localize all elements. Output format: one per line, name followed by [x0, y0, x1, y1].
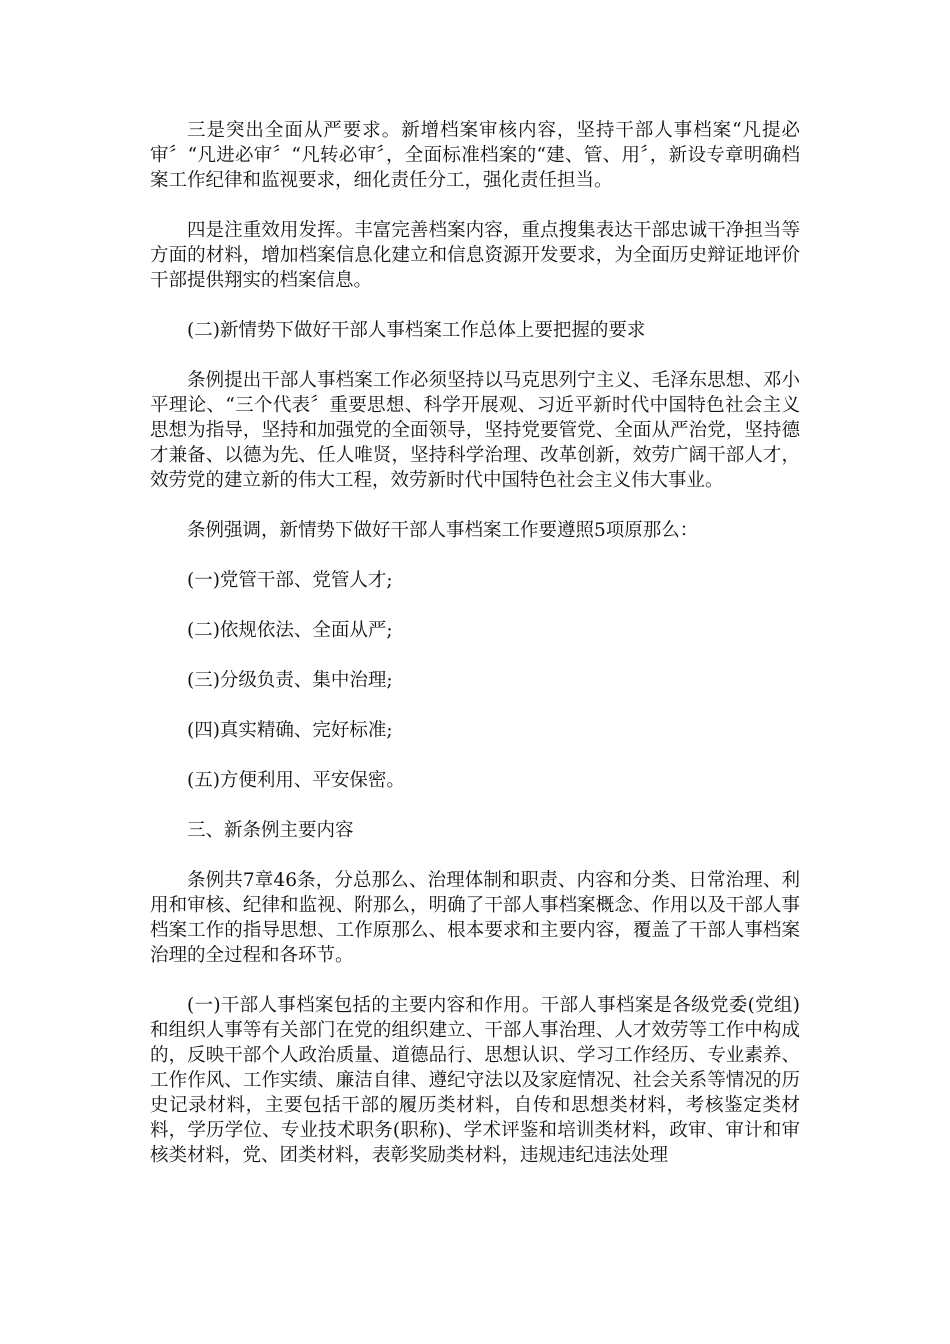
section-heading-overall-requirements: (二)新情势下做好干部人事档案工作总体上要把握的要求 — [187, 320, 646, 341]
paragraph-archive-content: (一)干部人事档案包括的主要内容和作用。干部人事档案是各级党委(党组)和组织人事等有关部门在党的组织建立、干部人事治理、人才效劳等工作中构成的，反映干部个人政治质量、道德品行、思想认识、学习工作经历、专业素养、工作作风、工作实绩、廉洁自律、遵纪守法以及家庭情况、社会关系等情况的历史记录材料，主要包括干部的履历类材料，自传和思想类材料，考核鉴定类材料，学历学位、专业技术职务(职称)、学术评鉴和培训类材料，政审、审计和审核类材料，党、团类材料，表彰奖励类材料，违规违纪违法处理 — [150, 995, 800, 1166]
principle-item-2: (二)依规依法、全面从严; — [187, 620, 393, 641]
principle-item-5: (五)方便利用、平安保密。 — [187, 770, 405, 791]
principle-item-1: (一)党管干部、党管人才; — [187, 570, 393, 591]
document-page — [150, 118, 800, 1193]
paragraph-strict-requirements: 三是突出全面从严要求。新增档案审核内容，坚持干部人事档案“凡提必审〞“凡进必审〞“凡转必审〞，全面标准档案的“建、管、用〞，新设专章明确档案工作纪律和监视要求，细化责任分工，强化责任担当。 — [150, 120, 800, 191]
principle-item-4: (四)真实精确、完好标准; — [187, 720, 393, 741]
paragraph-five-principles-intro: 条例强调，新情势下做好干部人事档案工作要遵照5项原那么： — [187, 520, 699, 541]
principle-item-3: (三)分级负责、集中治理; — [187, 670, 393, 691]
paragraph-guiding-thought: 条例提出干部人事档案工作必须坚持以马克思列宁主义、毛泽东思想、邓小平理论、“三个代表〞重要思想、科学开展观、习近平新时代中国特色社会主义思想为指导，坚持和加强党的全面领导，坚持党要管党、全面从严治党，坚持德才兼备、以德为先、任人唯贤，坚持科学治理、改革创新，效劳广阔干部人才，效劳党的建立新的伟大工程，效劳新时代中国特色社会主义伟大事业。 — [150, 370, 800, 491]
section-heading-main-content: 三、新条例主要内容 — [187, 820, 354, 841]
paragraph-structure-overview: 条例共7章46条，分总那么、治理体制和职责、内容和分类、日常治理、利用和审核、纪律和监视、附那么，明确了干部人事档案概念、作用以及干部人事档案工作的指导思想、工作原那么、根本要求和主要内容，覆盖了干部人事档案治理的全过程和各环节。 — [150, 870, 800, 966]
paragraph-effectiveness: 四是注重效用发挥。丰富完善档案内容，重点搜集表达干部忠诚干净担当等方面的材料，增加档案信息化建立和信息资源开发要求，为全面历史辩证地评价干部提供翔实的档案信息。 — [150, 220, 800, 291]
